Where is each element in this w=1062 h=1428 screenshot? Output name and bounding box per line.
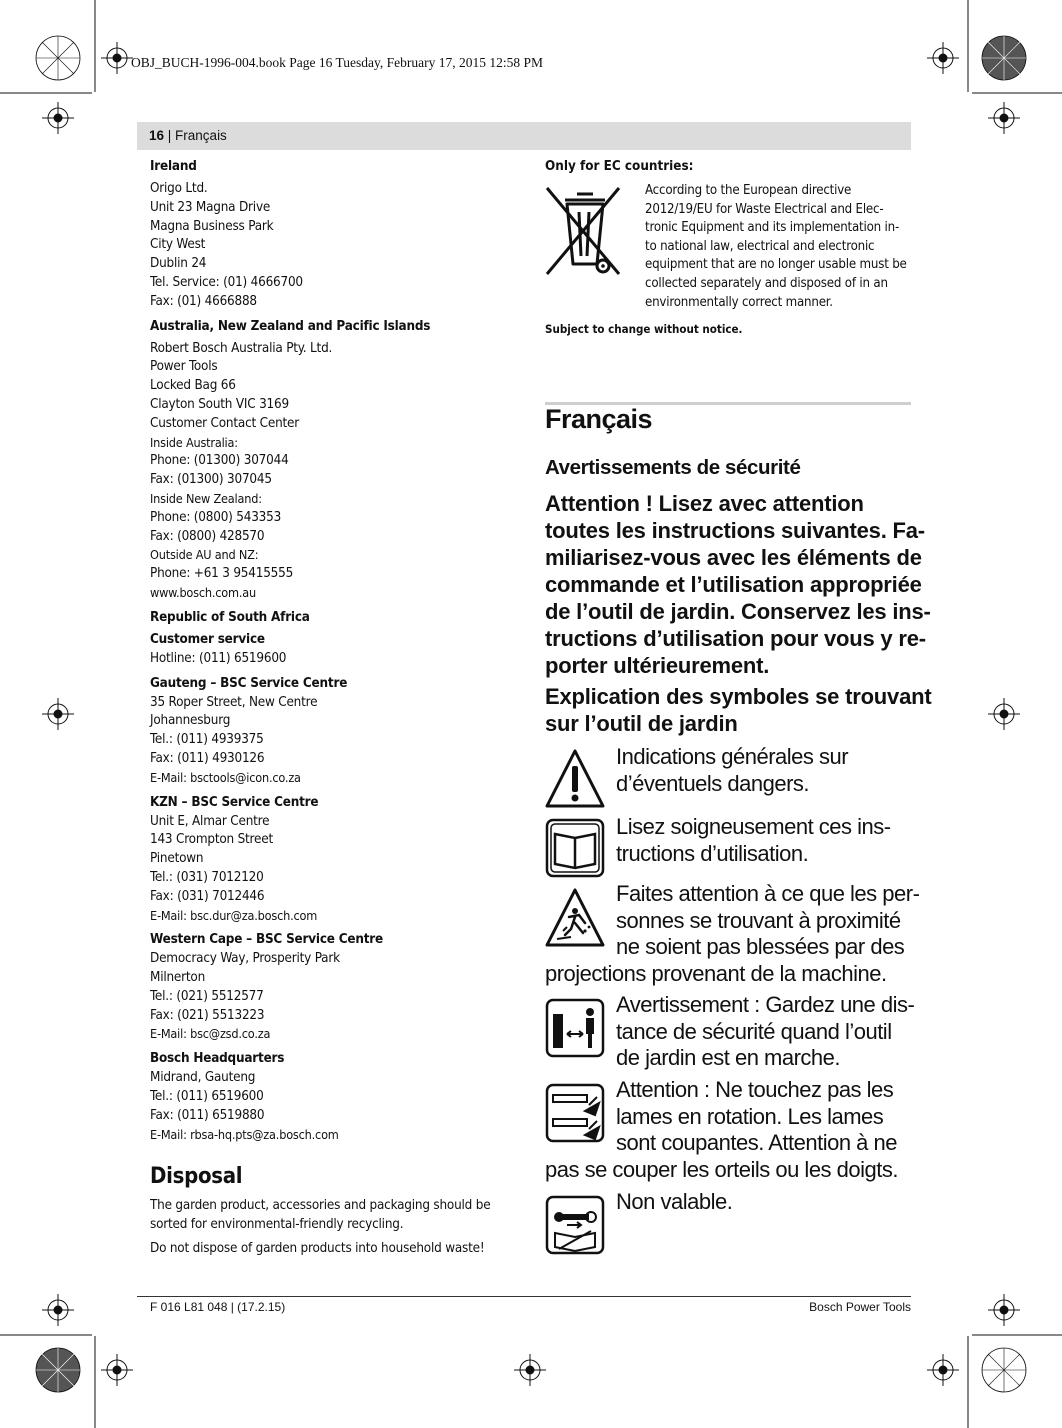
disposal-warning: Do not dispose of garden products into household waste! (150, 1241, 485, 1257)
page-number: 16 (149, 128, 165, 143)
book-file-line: OBJ_BUCH-1996-004.book Page 16 Tuesday, February 17, 2015 12:58 PM (131, 55, 544, 70)
address-line: Dublin 24 (150, 256, 207, 272)
footer-document-code: F 016 L81 048 | (17.2.15) (150, 1300, 286, 1314)
contact-kzn (150, 794, 510, 926)
phone-line: Tel.: (031) 7012120 (150, 869, 264, 885)
fax-line: Fax: (011) 4930126 (150, 750, 265, 766)
phone-line: Phone: (0800) 543353 (150, 509, 282, 525)
symbol-text-line: pas se couper les orteils ou les doigts. (545, 1157, 898, 1182)
address-line: Locked Bag 66 (150, 378, 236, 394)
phone-line: Tel.: (021) 5512577 (150, 988, 264, 1004)
warning-triangle-icon (545, 748, 605, 808)
subsection-title: Western Cape – BSC Service Centre (150, 932, 384, 948)
symbol-text-line: Faites attention à ce que les per- (616, 881, 920, 906)
symbol-text-line: d’éventuels dangers. (616, 770, 810, 796)
paragraph-line: Attention ! Lisez avec attention (545, 491, 864, 516)
thrown-objects-icon (545, 887, 605, 947)
symbol-text-line: Avertissement : Gardez une dis- (616, 992, 915, 1017)
address-line: Clayton South VIC 3169 (150, 396, 289, 412)
email-line: E-Mail: bsc.dur@za.bosch.com (150, 907, 318, 923)
address-line: 35 Roper Street, New Centre (150, 694, 318, 710)
symbol-text-line: ne soient pas blessées par des (616, 934, 905, 959)
subsection-title: Customer service (150, 631, 265, 647)
symbol-text-line: Attention : Ne touchez pas les (616, 1077, 894, 1102)
fax-line: Fax: (0800) 428570 (150, 528, 265, 544)
symbol-text-line: Indications générales sur (616, 744, 849, 769)
fax-line: Fax: (01) 4666888 (150, 293, 257, 309)
disposal-heading: Disposal (150, 1164, 243, 1190)
heading-line: sur l’outil de jardin (545, 711, 738, 736)
paragraph-line: According to the European directive (645, 183, 852, 198)
address-line: Magna Business Park (150, 218, 274, 234)
symbol-text-line: sonnes se trouvant à proximité (616, 907, 901, 933)
ec-disposal-info (545, 182, 911, 318)
address-line: Unit E, Almar Centre (150, 813, 270, 829)
fax-line: Fax: (021) 5513223 (150, 1007, 265, 1023)
paragraph-line: porter ultérieurement. (545, 653, 770, 678)
paragraph-line: sorted for environmental-friendly recycling. (150, 1217, 404, 1233)
subsection-title: Gauteng – BSC Service Centre (150, 675, 348, 691)
paragraph-line: to national law, electrical and electronic (645, 238, 875, 254)
section-title: Ireland (150, 159, 197, 174)
fax-line: Fax: (031) 7012446 (150, 888, 265, 904)
contact-gauteng (150, 675, 510, 788)
phone-line: Tel.: (011) 6519600 (150, 1089, 264, 1105)
symbol-text-line: Lisez soigneusement ces ins- (616, 814, 891, 839)
rotating-blades-icon (545, 1083, 605, 1143)
page-header (137, 122, 911, 150)
address-line: Democracy Way, Prosperity Park (150, 951, 340, 967)
fax-line: Fax: (011) 6519880 (150, 1107, 265, 1123)
phone-line: Phone: (01300) 307044 (150, 453, 289, 469)
disposal-paragraph (150, 1197, 510, 1235)
footer-brand: Bosch Power Tools (809, 1300, 911, 1314)
address-line: Midrand, Gauteng (150, 1070, 256, 1086)
symbol-text-line: tance de sécurité quand l’outil (616, 1018, 892, 1044)
paragraph-line: commande et l’utilisation appropriée (545, 572, 922, 597)
symbol-text-line: projections provenant de la machine. (545, 961, 887, 986)
paragraph-line: equipment that are no longer usable must be (645, 257, 907, 273)
contact-headquarters (150, 1050, 510, 1144)
address-line: Outside AU and NZ: (150, 547, 259, 563)
right-column (545, 158, 911, 336)
paragraph-line: environmentally correct manner. (645, 294, 833, 310)
keep-distance-icon (545, 998, 605, 1058)
address-line: Origo Ltd. (150, 181, 208, 196)
left-column (150, 158, 510, 1264)
paragraph-line: The garden product, accessories and packaging should be (150, 1198, 491, 1214)
attention-paragraph (545, 490, 931, 679)
address-line: Customer Contact Center (150, 415, 299, 431)
address-line: Power Tools (150, 359, 218, 375)
change-notice: Subject to change without notice. (545, 322, 743, 336)
symbol-text-line: lames en rotation. Les lames (616, 1103, 884, 1129)
address-line: 143 Crompton Street (150, 832, 273, 848)
symbol-text-line: sont coupantes. Attention à ne (616, 1130, 898, 1155)
safety-warnings-heading: Avertissements de sécurité (545, 456, 801, 479)
crossed-bin-icon (545, 186, 621, 276)
footer-divider (137, 1296, 911, 1297)
contact-ireland (150, 158, 510, 312)
address-line: City West (150, 237, 206, 253)
symbol-text-line: Non valable. (616, 1189, 733, 1214)
address-line: Inside New Zealand: (150, 490, 262, 506)
address-line: Robert Bosch Australia Pty. Ltd. (150, 340, 333, 356)
address-line: Unit 23 Magna Drive (150, 199, 271, 215)
subsection-title: Bosch Headquarters (150, 1051, 285, 1067)
fax-line: Fax: (01300) 307045 (150, 472, 272, 488)
website-line: www.bosch.com.au (150, 584, 256, 600)
paragraph-line: de l’outil de jardin. Conservez les ins- (545, 599, 931, 624)
address-line: Johannesburg (150, 713, 231, 729)
header-separator: | (164, 128, 176, 143)
address-line: Pinetown (150, 851, 204, 867)
address-line: Inside Australia: (150, 434, 238, 450)
heading-line: Explication des symboles se trouvant (545, 684, 932, 709)
phone-line: Tel.: (011) 4939375 (150, 732, 264, 748)
paragraph-line: tructions d’utilisation pour vous y re- (545, 626, 926, 651)
paragraph-line: collected separately and disposed of in an (645, 275, 888, 291)
header-language: Français (175, 128, 227, 143)
phone-line: Hotline: (011) 6519600 (150, 650, 287, 666)
paragraph-line: toutes les instructions suivantes. Fa- (545, 518, 925, 543)
french-section-title: Français (545, 404, 653, 434)
paragraph-line: tronic Equipment and its implementation in- (645, 220, 900, 236)
contact-south-africa (150, 609, 510, 669)
email-line: E-Mail: rbsa-hq.pts@za.bosch.com (150, 1126, 339, 1142)
ec-text (645, 182, 911, 312)
ec-heading: Only for EC countries: (545, 159, 694, 174)
phone-line: Phone: +61 3 95415555 (150, 566, 294, 582)
section-title: Republic of South Africa (150, 609, 310, 625)
read-manual-icon (545, 818, 605, 878)
not-applicable-icon (545, 1195, 605, 1255)
phone-line: Tel. Service: (01) 4666700 (150, 274, 303, 290)
contact-western-cape (150, 931, 510, 1044)
email-line: E-Mail: bsc@zsd.co.za (150, 1026, 271, 1042)
paragraph-line: miliarisez-vous avec les éléments de (545, 545, 922, 570)
section-title: Australia, New Zealand and Pacific Islands (150, 318, 431, 334)
symbol-text-line: tructions d’utilisation. (616, 840, 809, 866)
subsection-title: KZN – BSC Service Centre (150, 794, 319, 810)
symbols-heading (545, 683, 932, 737)
contact-australia (150, 318, 510, 603)
email-line: E-Mail: bsctools@icon.co.za (150, 769, 301, 785)
address-line: Milnerton (150, 970, 206, 986)
paragraph-line: 2012/19/EU for Waste Electrical and Elec- (645, 201, 884, 217)
symbol-text-line: de jardin est en marche. (616, 1045, 841, 1070)
